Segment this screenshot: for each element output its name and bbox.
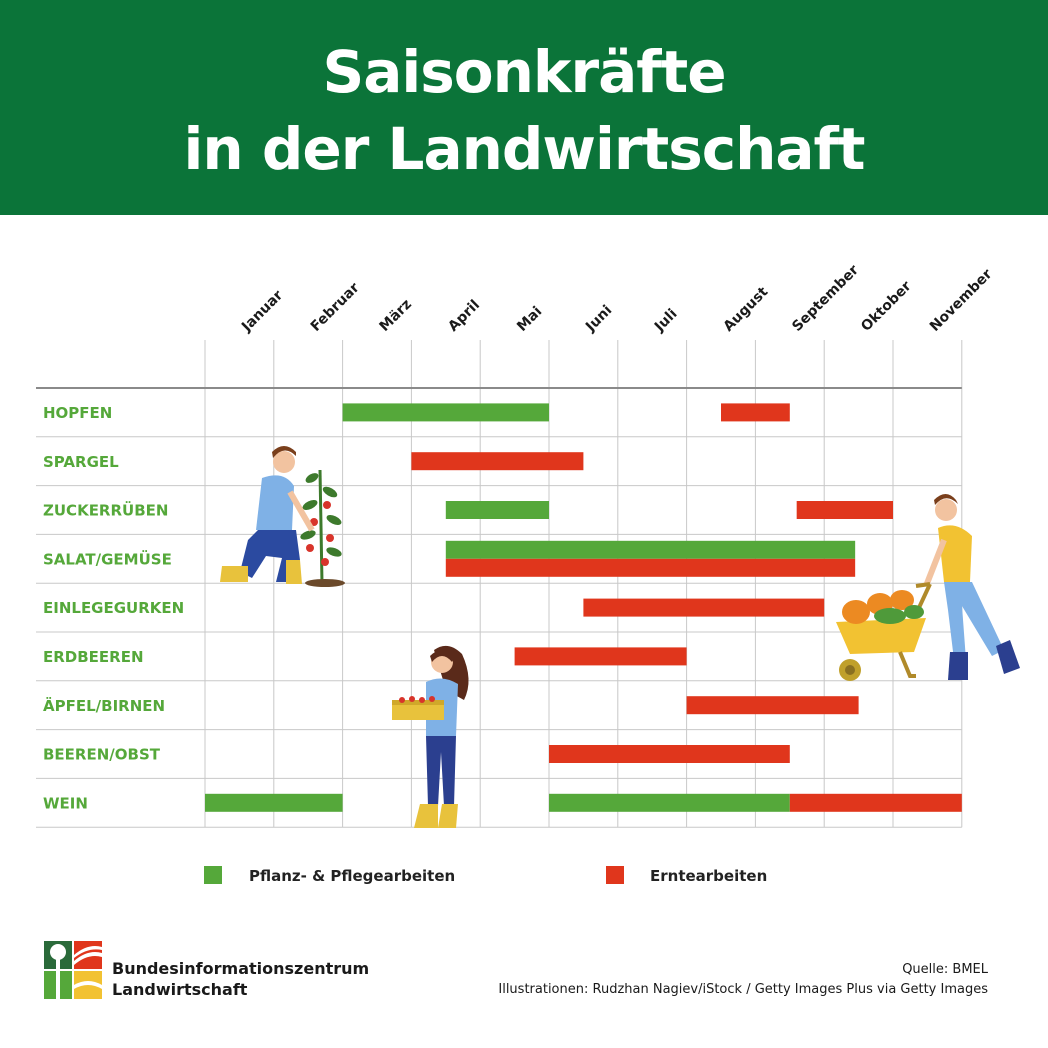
month-label: Oktober [858, 278, 915, 335]
legend-label-harvest: Erntearbeiten [650, 867, 768, 885]
chart-legend [204, 866, 767, 885]
source-text: Quelle: BMEL [902, 962, 988, 977]
month-label: Juli [651, 305, 681, 335]
row-label: ÄPFEL/BIRNEN [43, 696, 166, 715]
legend-swatch-planting [204, 866, 222, 884]
row-label: EINLEGEGURKEN [43, 599, 185, 618]
illustration-credits: Illustrationen: Rudzhan Nagiev/iStock / Getty Images Plus via Getty Images [498, 982, 988, 997]
bar-harvest [797, 501, 893, 519]
row-axis [43, 404, 184, 812]
bar-planting [343, 403, 549, 421]
bar-harvest [446, 559, 855, 577]
page-title [0, 34, 1048, 188]
bar-harvest [721, 403, 790, 421]
row-label: HOPFEN [43, 404, 113, 422]
brand-line-2: Landwirtschaft [112, 980, 248, 999]
month-label: Juni [582, 302, 616, 335]
gantt-chart [0, 215, 1048, 915]
month-label: Februar [307, 279, 363, 335]
legend-swatch-harvest [606, 866, 624, 884]
row-label: BEEREN/OBST [43, 745, 160, 764]
farmer-kneeling-with-tomato-plant-icon [220, 446, 345, 587]
month-label: September [789, 262, 863, 335]
row-label: WEIN [43, 794, 88, 813]
man-with-wheelbarrow-icon [836, 494, 1020, 681]
row-label: ERDBEEREN [43, 648, 144, 666]
brand-name [112, 958, 369, 1000]
bar-harvest [515, 647, 687, 665]
bar-harvest [411, 452, 583, 470]
month-label: Januar [238, 287, 287, 335]
bar-planting [446, 541, 855, 559]
bar-harvest [549, 745, 790, 763]
row-label: ZUCKERRÜBEN [43, 501, 169, 520]
credits [498, 960, 988, 1000]
row-label: SALAT/GEMÜSE [43, 550, 172, 569]
month-label: Mai [514, 303, 546, 335]
bar-planting [549, 794, 790, 812]
bar-planting [205, 794, 343, 812]
month-label: November [926, 266, 996, 335]
month-label: August [720, 284, 772, 335]
brand-line-1: Bundesinformationszentrum [112, 959, 370, 978]
bar-planting [446, 501, 549, 519]
bar-harvest [790, 794, 962, 812]
legend-label-planting: Pflanz- & Pflegearbeiten [249, 867, 456, 885]
bzl-logo-icon [44, 941, 102, 999]
bar-harvest [583, 599, 824, 617]
woman-with-crate-icon [392, 646, 469, 828]
row-label: SPARGEL [43, 452, 119, 471]
month-label: März [376, 296, 416, 335]
title-line-1: Saisonkräfte [322, 38, 726, 106]
month-axis [238, 262, 995, 335]
header-banner [0, 0, 1048, 215]
bar-harvest [687, 696, 859, 714]
month-label: April [445, 297, 484, 335]
title-line-2: in der Landwirtschaft [183, 115, 865, 183]
